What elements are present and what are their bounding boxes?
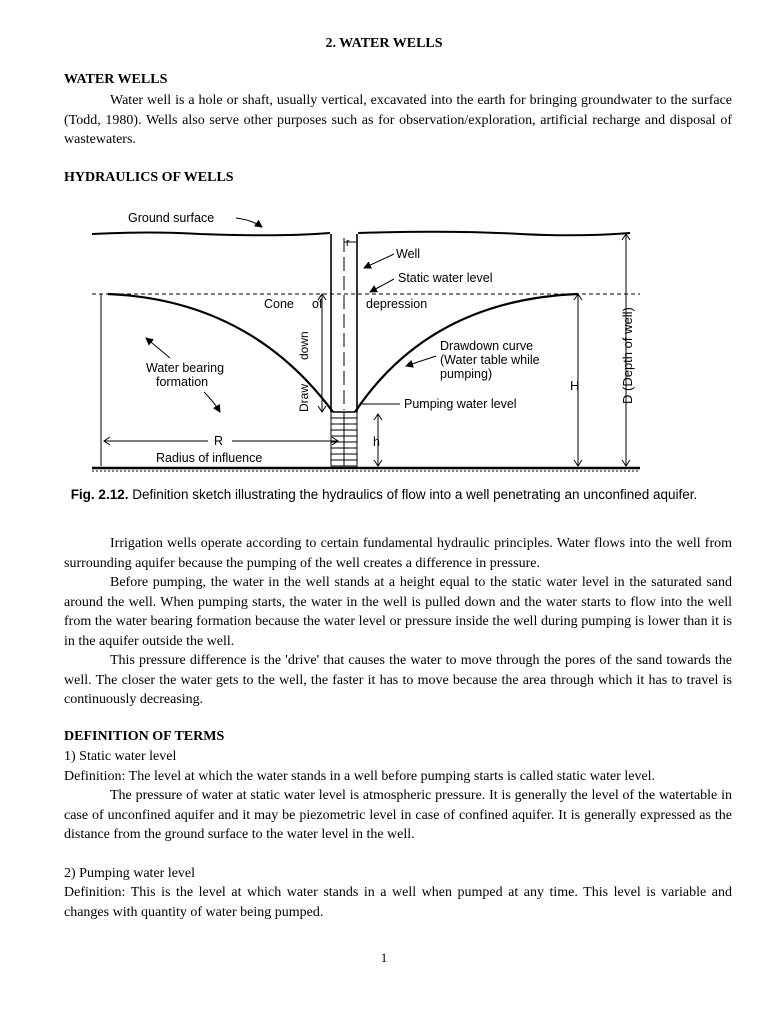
section-heading-definitions: DEFINITION OF TERMS — [64, 729, 225, 744]
paragraph-before-pumping: Before pumping, the water in the well stands at a height equal to the static water level in the saturated sand around the well. When pumping starts, the water in the well is pulled down and the water starts to flow into the well from the water bearing formation because the water level or pressure inside the well during pumping is lower than it is in the aquifer outside the well. — [64, 575, 732, 649]
page-number: 1 — [380, 950, 388, 965]
down-label: down — [297, 331, 311, 360]
draw-label: Draw — [297, 383, 311, 412]
drawdown-curve-label-1: Drawdown curve — [440, 339, 534, 353]
term-pumping-definition: Definition: This is the level at which water stands in a well when pumped at any time. This level is variable and changes with quantity of water being pumped. — [64, 885, 732, 920]
section-heading-hydraulics: HYDRAULICS OF WELLS — [64, 170, 234, 185]
term-static-paragraph: The pressure of water at static water level is atmospheric pressure. It is generally the level of the watertable in case of unconfined aquifer and it may be piezometric level in case of confined aquifer. It is generally expressed as the distance from the ground surface to the water level in the well. — [64, 788, 732, 842]
depression-label: depression — [366, 297, 428, 311]
radius-r-label: r — [346, 237, 350, 249]
figure-caption-label: Fig. 2.12. — [70, 487, 129, 502]
term-static-title: 1) Static water level — [64, 749, 177, 764]
figure-caption-text: Definition sketch illustrating the hydraulics of flow into a well penetrating an unconfined aquifer. — [128, 487, 698, 502]
ground-surface-label: Ground surface — [128, 211, 215, 225]
cone-label: Cone — [264, 297, 294, 311]
drawdown-curve-label-3: pumping) — [440, 367, 493, 381]
well-label: Well — [396, 247, 421, 261]
water-bearing-label-1: Water bearing — [146, 361, 225, 375]
term-pumping-title: 2) Pumping water level — [64, 866, 196, 881]
static-level-label: Static water level — [398, 271, 493, 285]
ground-surface-line — [92, 232, 630, 236]
figure-caption — [64, 486, 704, 503]
H-label: H — [570, 378, 580, 393]
depth-label: D (Depth of well) — [620, 307, 635, 404]
section-heading-water-wells: WATER WELLS — [64, 72, 168, 87]
radius-of-influence-label: Radius of influence — [156, 451, 263, 465]
page-title: 2. WATER WELLS — [325, 36, 443, 51]
paragraph-irrigation: Irrigation wells operate according to certain fundamental hydraulic principles. Water flows into the well from surrounding aquifer because the pumping of the well creates a difference in pressure. — [64, 536, 732, 571]
paragraph-water-wells: Water well is a hole or shaft, usually vertical, excavated into the earth for bringing groundwater to the surface (Todd, 1980). Wells also serve other purposes such as for observation/exploration, artificial recharge and disposal of wastewaters. — [64, 93, 732, 147]
R-label: R — [214, 434, 224, 448]
water-bearing-label-2: formation — [156, 375, 209, 389]
term-static-definition: Definition: The level at which the water stands in a well before pumping starts is called static water level. — [64, 769, 656, 784]
pumping-level-label: Pumping water level — [404, 397, 517, 411]
paragraph-pressure-difference: This pressure difference is the 'drive' that causes the water to move through the pores of the sand towards the well. The closer the water gets to the well, the faster it has to move because the area through which it has to travel is continuously decreasing. — [64, 653, 732, 707]
of-label: of — [312, 297, 323, 311]
h-label: h — [373, 435, 380, 449]
well-hydraulics-figure — [0, 200, 768, 485]
drawdown-curve-label-2: (Water table while — [440, 353, 540, 367]
